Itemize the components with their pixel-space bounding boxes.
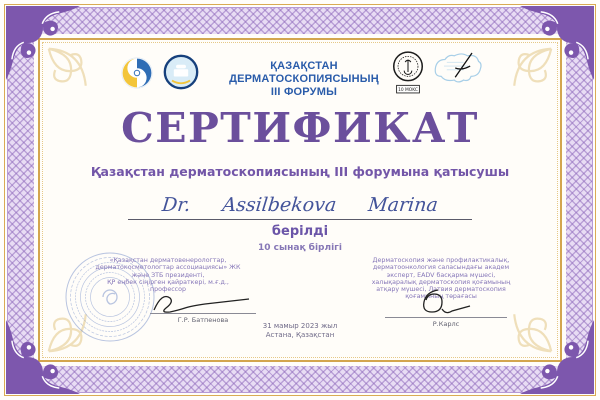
credential-line: ҚР еңбек сіңірген қайраткері, м.ғ.д., [107,278,229,286]
credential-line: дерматокосметологтар ассоциациясы» ЖК [95,264,241,272]
recipient-name: Dr. Assilbekova Marina [161,194,439,216]
dermatology-swirl-logo-icon [121,57,153,89]
recipient-underline [128,219,472,220]
forum-title-line1: ҚАЗАҚСТАН ДЕРМАТОСКОПИЯСЫНЫҢ [229,60,379,85]
forum-title-line2: III ФОРУМЫ [270,86,338,98]
left-signatory-credentials [80,257,256,293]
left-signature-line [150,313,256,314]
forum-title [213,60,395,99]
left-signatory-name: Г.Р. Батпенова [177,316,229,324]
credential-line: атқару мүшесі, Латвия дерматоскопия [376,286,506,294]
issued-label: берілді [271,224,329,239]
right-signatory-name: Р.Карлс [432,320,460,328]
certificate-subtitle: Қазақстан дерматоскопиясының III форумына қатысушы [90,164,510,179]
right-signature-icon [408,286,478,318]
credential-line: профессор [150,286,186,294]
certificate-title: СЕРТИФИКАТ [121,104,479,152]
credential-line: дерматоонкология саласындағы академ [372,264,510,272]
credential-line: «Қазақстан дерматовенерологтар, [109,257,227,264]
accreditation-box-text: 10 MOKC [398,88,418,94]
right-signature-line [385,317,507,318]
kazakhstan-map-icon [430,48,486,86]
credential-line: қоғамының төрағасы [405,293,477,301]
credential-line: халықаралық дерматоскопия қоғамының [371,278,511,286]
accreditation-stamp-icon [389,48,427,98]
association-emblem-icon [163,54,199,90]
credential-line: Дерматоскопия және профилактикалық, [372,257,510,264]
credential-line: эксперт, EADV басқарма мүшесі, [386,271,496,279]
footer-place: Астана, Қазақстан [265,331,335,339]
footer-date: 31 мамыр 2023 жыл [262,322,338,330]
credits-label: 10 сынақ бірлігі [258,243,342,253]
credential-line: және ЗТБ президенті, [131,271,205,279]
